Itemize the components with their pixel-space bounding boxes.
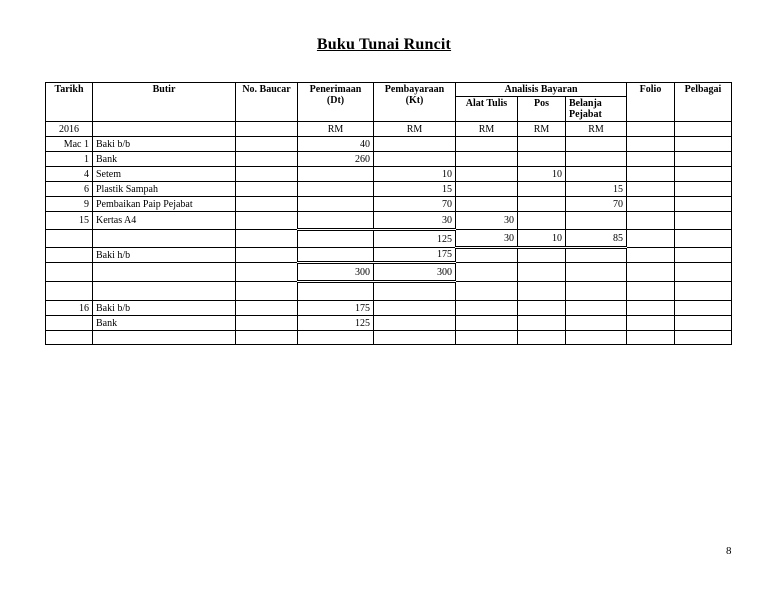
- cell-butir: Setem: [93, 167, 236, 182]
- cell-baucar: [236, 152, 298, 167]
- petty-cash-table: [45, 82, 732, 345]
- table-row: [46, 167, 732, 182]
- cell-pos: [518, 263, 566, 282]
- cell-pelbagai: [675, 331, 732, 345]
- header-pembayaraan: Pembayaraan (Kt): [374, 83, 456, 122]
- cell-tarikh: [46, 248, 93, 263]
- page-number: 8: [726, 545, 732, 557]
- cell-tarikh: Mac 1: [46, 137, 93, 152]
- table-row: [46, 122, 732, 137]
- cell-alat: [456, 282, 518, 301]
- cell-kt: 175: [374, 248, 456, 263]
- cell-butir: Plastik Sampah: [93, 182, 236, 197]
- cell-folio: [627, 167, 675, 182]
- cell-dt: [298, 282, 374, 301]
- cell-belanja: [566, 167, 627, 182]
- cell-tarikh: 15: [46, 212, 93, 230]
- cell-folio: [627, 263, 675, 282]
- cell-alat: [456, 263, 518, 282]
- cell-butir: Bank: [93, 152, 236, 167]
- cell-dt: [298, 182, 374, 197]
- cell-pelbagai: [675, 137, 732, 152]
- cell-folio: [627, 316, 675, 331]
- cell-folio: [627, 331, 675, 345]
- table-row: [46, 282, 732, 301]
- cell-butir: [93, 331, 236, 345]
- table-row: [46, 137, 732, 152]
- cell-kt: 10: [374, 167, 456, 182]
- table-row: [46, 197, 732, 212]
- cell-baucar: [236, 212, 298, 230]
- cell-butir: [93, 263, 236, 282]
- table-row: [46, 316, 732, 331]
- table-row: [46, 331, 732, 345]
- table-row: [46, 248, 732, 263]
- cell-dt: [298, 248, 374, 263]
- cell-dt: [298, 212, 374, 230]
- cell-dt: [298, 197, 374, 212]
- cell-pelbagai: [675, 122, 732, 137]
- cell-tarikh: 2016: [46, 122, 93, 137]
- cell-kt: [374, 137, 456, 152]
- cell-tarikh: 1: [46, 152, 93, 167]
- table-row: [46, 152, 732, 167]
- cell-tarikh: [46, 263, 93, 282]
- cell-baucar: [236, 263, 298, 282]
- cell-tarikh: [46, 331, 93, 345]
- cell-folio: [627, 248, 675, 263]
- cell-butir: Baki b/b: [93, 301, 236, 316]
- cell-pos: [518, 282, 566, 301]
- cell-pos: [518, 182, 566, 197]
- cell-alat: [456, 182, 518, 197]
- cell-dt: 40: [298, 137, 374, 152]
- cell-folio: [627, 282, 675, 301]
- cell-kt: 30: [374, 212, 456, 230]
- table-row: [46, 182, 732, 197]
- cell-kt: RM: [374, 122, 456, 137]
- cell-belanja: RM: [566, 122, 627, 137]
- cell-butir: [93, 230, 236, 248]
- table-row: [46, 263, 732, 282]
- cell-pelbagai: [675, 301, 732, 316]
- cell-pos: 10: [518, 230, 566, 248]
- cell-butir: Pembaikan Paip Pejabat: [93, 197, 236, 212]
- cell-dt: [298, 230, 374, 248]
- cell-belanja: [566, 212, 627, 230]
- cell-alat: [456, 248, 518, 263]
- cell-butir: Baki h/b: [93, 248, 236, 263]
- table-row: [46, 212, 732, 230]
- header-pelbagai: Pelbagai: [675, 83, 732, 122]
- cell-dt: 300: [298, 263, 374, 282]
- cell-butir: Baki b/b: [93, 137, 236, 152]
- cell-pelbagai: [675, 197, 732, 212]
- cell-butir: [93, 122, 236, 137]
- table-row: [46, 230, 732, 248]
- cell-baucar: [236, 301, 298, 316]
- cell-belanja: [566, 282, 627, 301]
- cell-tarikh: [46, 316, 93, 331]
- cell-pos: RM: [518, 122, 566, 137]
- header-penerimaan: Penerimaan (Dt): [298, 83, 374, 122]
- cell-dt: 175: [298, 301, 374, 316]
- cell-alat: 30: [456, 212, 518, 230]
- cell-baucar: [236, 230, 298, 248]
- cell-belanja: [566, 301, 627, 316]
- cell-baucar: [236, 182, 298, 197]
- cell-folio: [627, 301, 675, 316]
- cell-baucar: [236, 331, 298, 345]
- cell-kt: [374, 316, 456, 331]
- cell-tarikh: 6: [46, 182, 93, 197]
- cell-belanja: 70: [566, 197, 627, 212]
- cell-alat: [456, 137, 518, 152]
- cell-pos: [518, 301, 566, 316]
- cell-tarikh: 9: [46, 197, 93, 212]
- cell-pos: [518, 248, 566, 263]
- cell-pelbagai: [675, 282, 732, 301]
- cell-folio: [627, 182, 675, 197]
- cell-pos: [518, 152, 566, 167]
- cell-belanja: [566, 316, 627, 331]
- cell-pelbagai: [675, 182, 732, 197]
- cell-kt: [374, 331, 456, 345]
- page-title: Buku Tunai Runcit: [316, 36, 452, 53]
- table-row: [46, 301, 732, 316]
- cell-folio: [627, 122, 675, 137]
- cell-belanja: [566, 331, 627, 345]
- header-pos: Pos: [518, 97, 566, 122]
- cell-kt: 70: [374, 197, 456, 212]
- header-tarikh: Tarikh: [46, 83, 93, 122]
- cell-baucar: [236, 122, 298, 137]
- cell-baucar: [236, 167, 298, 182]
- cell-pelbagai: [675, 152, 732, 167]
- cell-alat: [456, 167, 518, 182]
- cell-alat: [456, 197, 518, 212]
- cell-kt: [374, 152, 456, 167]
- cell-kt: 125: [374, 230, 456, 248]
- cell-pelbagai: [675, 212, 732, 230]
- header-belanja-pejabat: Belanja Pejabat: [566, 97, 627, 122]
- cell-belanja: 85: [566, 230, 627, 248]
- cell-pelbagai: [675, 263, 732, 282]
- cell-pos: [518, 316, 566, 331]
- cell-kt: 300: [374, 263, 456, 282]
- cell-kt: 15: [374, 182, 456, 197]
- cell-baucar: [236, 282, 298, 301]
- cell-pelbagai: [675, 248, 732, 263]
- cell-dt: [298, 167, 374, 182]
- cell-tarikh: [46, 282, 93, 301]
- cell-dt: [298, 331, 374, 345]
- cell-dt: RM: [298, 122, 374, 137]
- cell-kt: [374, 282, 456, 301]
- cell-alat: [456, 301, 518, 316]
- cell-pos: 10: [518, 167, 566, 182]
- cell-dt: 125: [298, 316, 374, 331]
- cell-baucar: [236, 316, 298, 331]
- cell-alat: RM: [456, 122, 518, 137]
- cell-folio: [627, 137, 675, 152]
- cell-belanja: 15: [566, 182, 627, 197]
- cell-pelbagai: [675, 167, 732, 182]
- cell-alat: [456, 152, 518, 167]
- header-butir: Butir: [93, 83, 236, 122]
- header-folio: Folio: [627, 83, 675, 122]
- cell-belanja: [566, 263, 627, 282]
- header-no-baucar: No. Baucar: [236, 83, 298, 122]
- header-alat-tulis: Alat Tulis: [456, 97, 518, 122]
- cell-dt: 260: [298, 152, 374, 167]
- cell-baucar: [236, 248, 298, 263]
- cell-alat: [456, 316, 518, 331]
- cell-alat: 30: [456, 230, 518, 248]
- cell-folio: [627, 212, 675, 230]
- cell-folio: [627, 230, 675, 248]
- cell-baucar: [236, 137, 298, 152]
- cell-butir: Bank: [93, 316, 236, 331]
- cell-folio: [627, 197, 675, 212]
- cell-kt: [374, 301, 456, 316]
- cell-belanja: [566, 137, 627, 152]
- cell-tarikh: 4: [46, 167, 93, 182]
- cell-tarikh: 16: [46, 301, 93, 316]
- cell-pelbagai: [675, 316, 732, 331]
- cell-butir: [93, 282, 236, 301]
- cell-alat: [456, 331, 518, 345]
- cell-belanja: [566, 248, 627, 263]
- cell-pelbagai: [675, 230, 732, 248]
- cell-pos: [518, 212, 566, 230]
- cell-tarikh: [46, 230, 93, 248]
- cell-pos: [518, 331, 566, 345]
- cell-folio: [627, 152, 675, 167]
- cell-pos: [518, 197, 566, 212]
- cell-belanja: [566, 152, 627, 167]
- cell-butir: Kertas A4: [93, 212, 236, 230]
- cell-pos: [518, 137, 566, 152]
- cell-baucar: [236, 197, 298, 212]
- header-analisis-bayaran: Analisis Bayaran: [456, 83, 627, 97]
